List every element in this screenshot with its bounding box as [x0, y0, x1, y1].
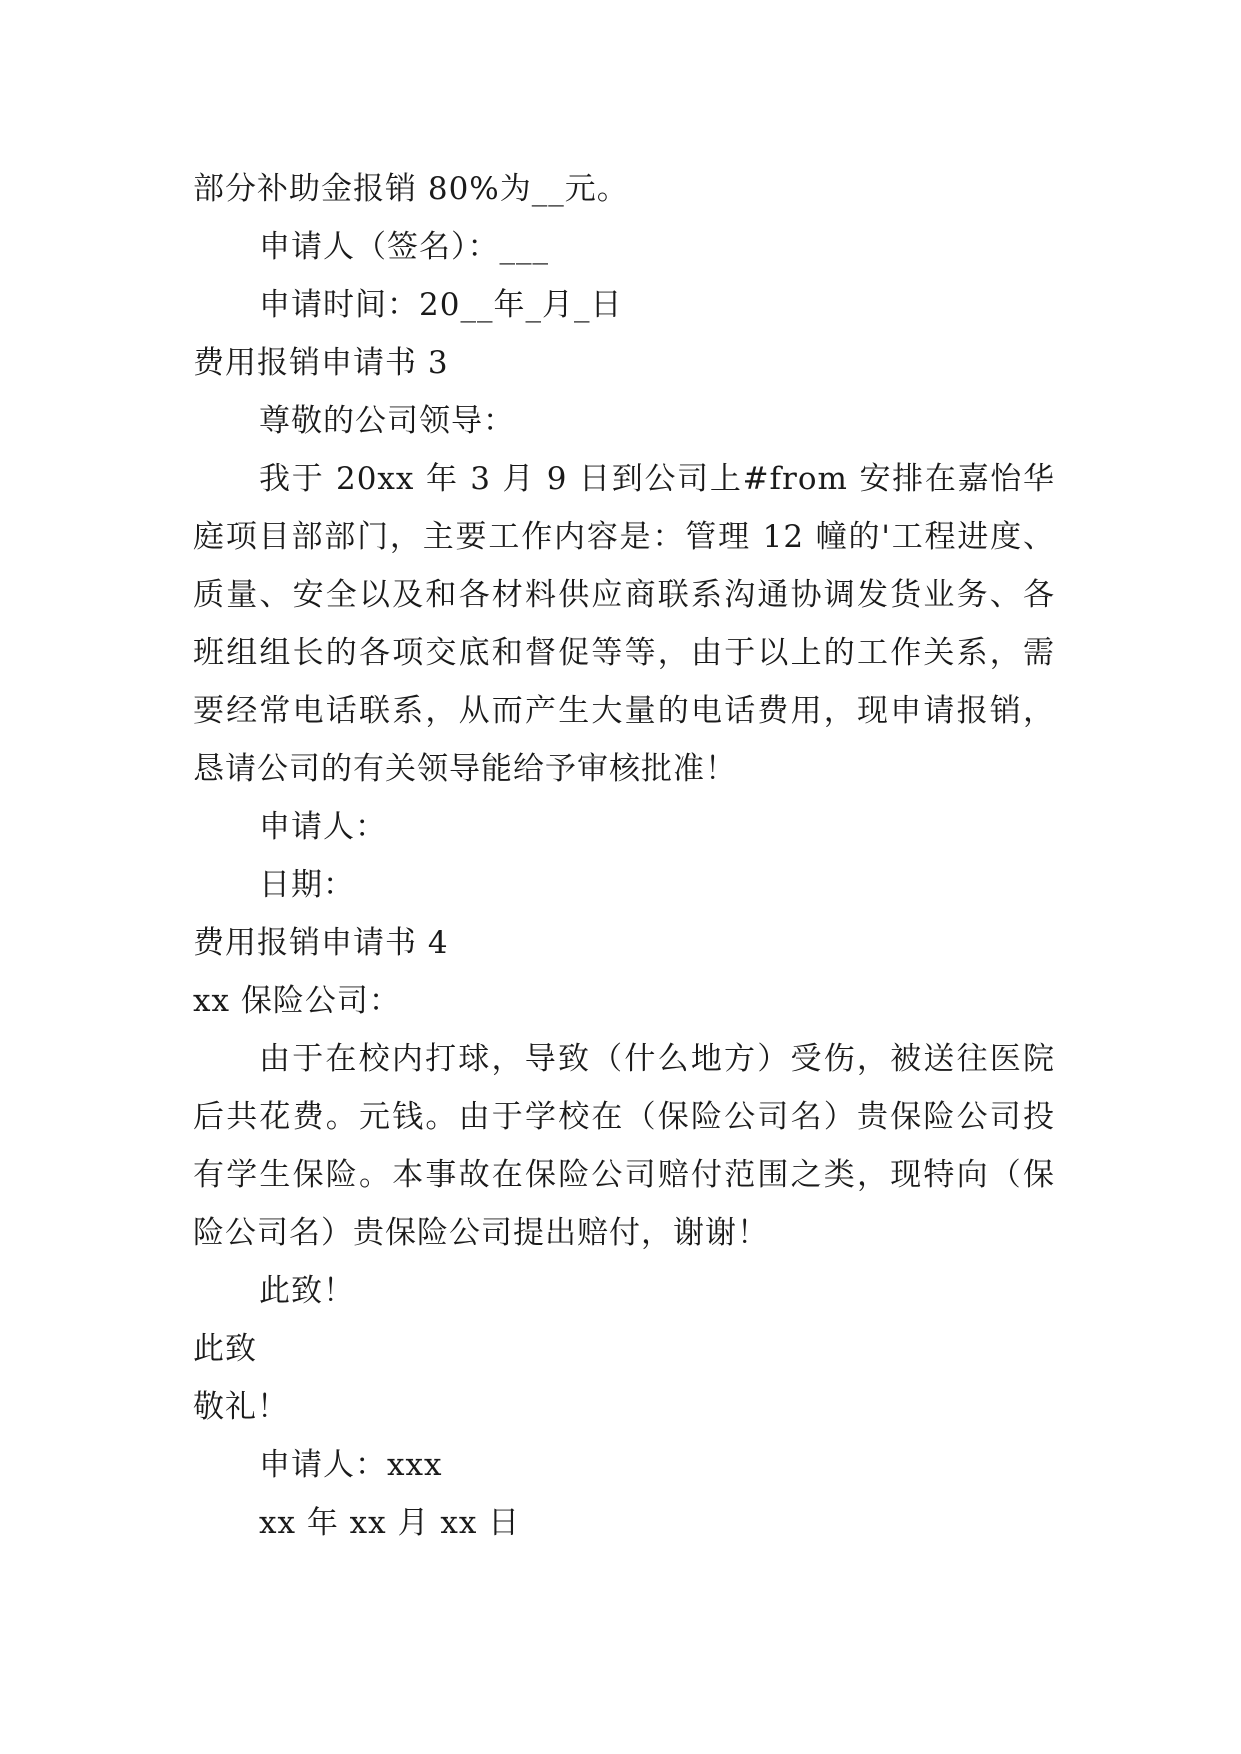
body-paragraph-1: 我于 20xx 年 3 月 9 日到公司上#from 安排在嘉怡华庭项目部部门，主要工作内容是：管理 12 幢的'工程进度、质量、安全以及和各材料供应商联系沟通协调发货业务、各班组组长的各项交底和督促等等，由于以上的工作关系，需要经常电话联系，从而产生大量的电话费用，现申请报销，恳请公司的有关领导能给予审核批准！: [193, 461, 1055, 787]
document-page: [193, 160, 1055, 1552]
section-title-4: 费用报销申请书 4: [193, 925, 449, 961]
subsidy-line: 部分补助金报销 80%为__元。: [193, 171, 629, 207]
body-paragraph-2: 由于在校内打球，导致（什么地方）受伤，被送往医院后共花费。元钱。由于学校在（保险公司名）贵保险公司投有学生保险。本事故在保险公司赔付范围之类，现特向（保险公司名）贵保险公司提出赔付，谢谢！: [193, 1041, 1055, 1251]
date-label: 日期：: [259, 867, 355, 903]
insurer-salutation: xx 保险公司：: [193, 983, 401, 1019]
date-line: xx 年 xx 月 xx 日: [259, 1505, 521, 1541]
section-title-3: 费用报销申请书 3: [193, 345, 449, 381]
closing-line-2: 此致: [193, 1331, 257, 1367]
applicant-name-line: 申请人：xxx: [259, 1447, 443, 1483]
applicant-label: 申请人：: [259, 809, 387, 845]
regards-line: 敬礼！: [193, 1389, 289, 1425]
closing-line-1: 此致！: [259, 1273, 355, 1309]
applicant-signature-line: 申请人（签名）：___: [259, 229, 549, 265]
salutation: 尊敬的公司领导：: [259, 403, 515, 439]
application-date-line: 申请时间：20__年_月_日: [259, 287, 623, 323]
